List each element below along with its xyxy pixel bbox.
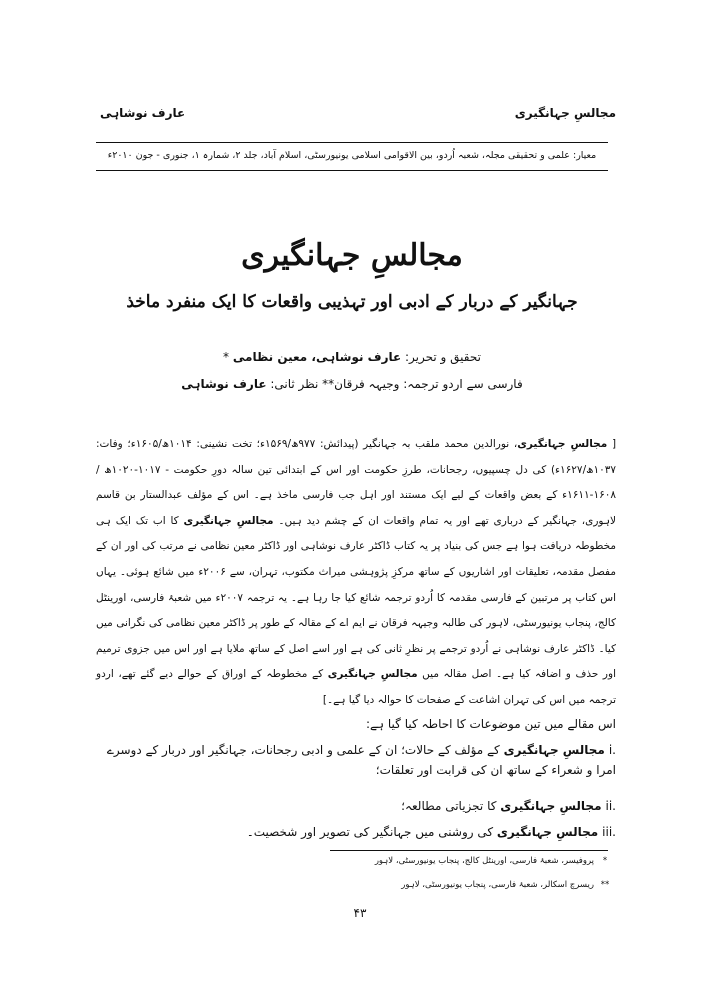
reviewer-name: عارف نوشاہی bbox=[181, 377, 267, 391]
footnote-text: پروفیسر، شعبۂ فارسی، اورینٹل کالج، پنجاب یونیورسٹی، لاہور bbox=[374, 856, 594, 866]
footnote-2 bbox=[96, 879, 616, 890]
topic-title-ref: مجالسِ جہانگیری bbox=[496, 825, 599, 839]
running-header-author: عارف نوشاہی bbox=[100, 106, 186, 120]
topic-title-ref: مجالسِ جہانگیری bbox=[500, 799, 602, 813]
topic-item-1 bbox=[96, 740, 616, 780]
topics-intro: اس مقالے میں تین موضوعات کا احاطہ کیا گیا ہے: bbox=[365, 717, 616, 731]
abstract-title-ref-2: مجالسِ جہانگیری bbox=[183, 514, 274, 527]
footnote-1 bbox=[96, 855, 616, 866]
topic-item-2 bbox=[96, 796, 616, 816]
header-rule-top bbox=[96, 142, 608, 143]
topic-number: ii. bbox=[605, 799, 616, 813]
review-label: نظر ثانی: bbox=[266, 377, 323, 391]
abstract-text-1: ، نورالدین محمد ملقب بہ جہانگیر (پیدائش: ۹۷۷ھ/۱۵۶۹ء؛ تخت نشینی: ۱۰۱۴ھ/۱۶۰۵ء؛ وفات: ۱۰۳۷ھ/۱۶۲۷ء) کی دل چسپیوں، رجحانات، طرزِ حکومت اور اس کے ابتدائی تین سالہ دورِ حکومت - ۱۰۱۷-۱۰۲۰ھ / ۱۶۰۸-۱۶۱۱ء کے بعض واقعات کے لیے ایک مستند اور اہل جب فارسی ماخذ ہے۔ اس کے مؤلف عبدالستار بن قاسم لاہوری، جہانگیر کے درباری تھے اور یہ تمام واقعات ان کے چشم دید ہیں۔ bbox=[96, 438, 616, 527]
abstract-text-3: کے مخطوطہ کے اوراق کے حوالے دیے گئے تھے، اردو ترجمہ میں اس کی تہران اشاعت کے صفحات کا حوالہ دیا گیا ہے۔ bbox=[96, 668, 616, 706]
translator-footnote-mark: ** bbox=[322, 377, 335, 391]
author-footnote-mark: * bbox=[223, 350, 233, 364]
footnote-rule bbox=[330, 850, 608, 851]
abstract-open-bracket: [ bbox=[607, 438, 617, 450]
header-rule-bottom bbox=[96, 170, 608, 171]
abstract-paragraph bbox=[96, 432, 616, 714]
running-header-title: مجالسِ جہانگیری bbox=[514, 106, 616, 120]
abstract-close-bracket: ] bbox=[322, 693, 328, 706]
topic-title-ref: مجالسِ جہانگیری bbox=[503, 743, 605, 757]
article-subtitle: جہانگیر کے دربار کے ادبی اور تہذیبی واقعات کا ایک منفرد ماخذ bbox=[126, 292, 578, 312]
page-number: ۴۳ bbox=[353, 906, 367, 920]
footnote-mark: * bbox=[602, 856, 608, 866]
footnote-mark: ** bbox=[600, 880, 610, 890]
author-names: عارف نوشاہی، معین نظامی bbox=[232, 350, 402, 364]
topic-text: کے مؤلف کے حالات؛ ان کے علمی و ادبی رجحانات، جہانگیر اور دربار کے دوسرے امرا و شعراء کے ساتھ ان کی قرابت اور تعلقات؛ bbox=[106, 743, 616, 777]
topic-number: iii. bbox=[602, 825, 616, 839]
byline-translation bbox=[96, 377, 608, 391]
topic-number: i. bbox=[608, 743, 616, 757]
journal-citation: معیار: علمی و تحقیقی مجلہ، شعبہ اُردو، بین الاقوامی اسلامی یونیورسٹی، اسلام آباد، جلد ۲، شمارہ ۱، جنوری - جون ۲۰۱۰ء bbox=[107, 150, 597, 161]
abstract-text-2: کا اب تک ایک ہی مخطوطہ دریافت ہوا ہے جس کی بنیاد پر یہ کتاب ڈاکٹر عارف نوشاہی اور ڈاکٹر معین نظامی نے مرتب کی اور ان کے مفصل مقدمہ، تعلیقات اور اشاریوں کے ساتھ مرکزِ پژوہشی میراث مکتوب، تہران، سے ۲۰۰۶ء میں شائع ہوئی۔ یہاں اس کتاب پر مرتبین کے فارسی مقدمہ کا اُردو ترجمہ شائع کیا جا رہا ہے۔ یہ ترجمہ ۲۰۰۷ء میں شعبۂ فارسی، اورینٹل کالج، پنجاب یونیورسٹی، لاہور کی طالبہ وجیہہ فرقان نے ایم اے کے مقالہ کے طور پر ڈاکٹر معین نظامی کی نگرانی میں کیا۔ ڈاکٹر عارف نوشاہی نے اُردو ترجمے پر نظرِ ثانی کی ہے اور اسے اصل کے ساتھ ملایا ہے اور اس میں جزوی ترمیم اور حذف و اضافہ کیا ہے۔ اصل مقالہ میں bbox=[96, 514, 616, 681]
abstract-title-ref-3: مجالسِ جہانگیری bbox=[327, 668, 418, 681]
article-title: مجالسِ جہانگیری bbox=[241, 238, 463, 273]
topic-text: کا تجزیاتی مطالعہ؛ bbox=[401, 799, 501, 813]
abstract-block bbox=[96, 432, 616, 714]
topic-text: کی روشنی میں جہانگیر کی تصویر اور شخصیت۔ bbox=[246, 825, 497, 839]
topic-item-3 bbox=[96, 822, 616, 842]
footnote-text: ریسرچ اسکالر، شعبۂ فارسی، پنجاب یونیورسٹی، لاہور bbox=[401, 880, 594, 890]
byline-authors bbox=[96, 350, 608, 364]
translation-label: فارسی سے اردو ترجمہ: وجیہہ فرقان bbox=[334, 377, 523, 391]
abstract-lead-title: مجالسِ جہانگیری bbox=[517, 438, 608, 450]
research-label: تحقیق و تحریر: bbox=[401, 350, 481, 364]
